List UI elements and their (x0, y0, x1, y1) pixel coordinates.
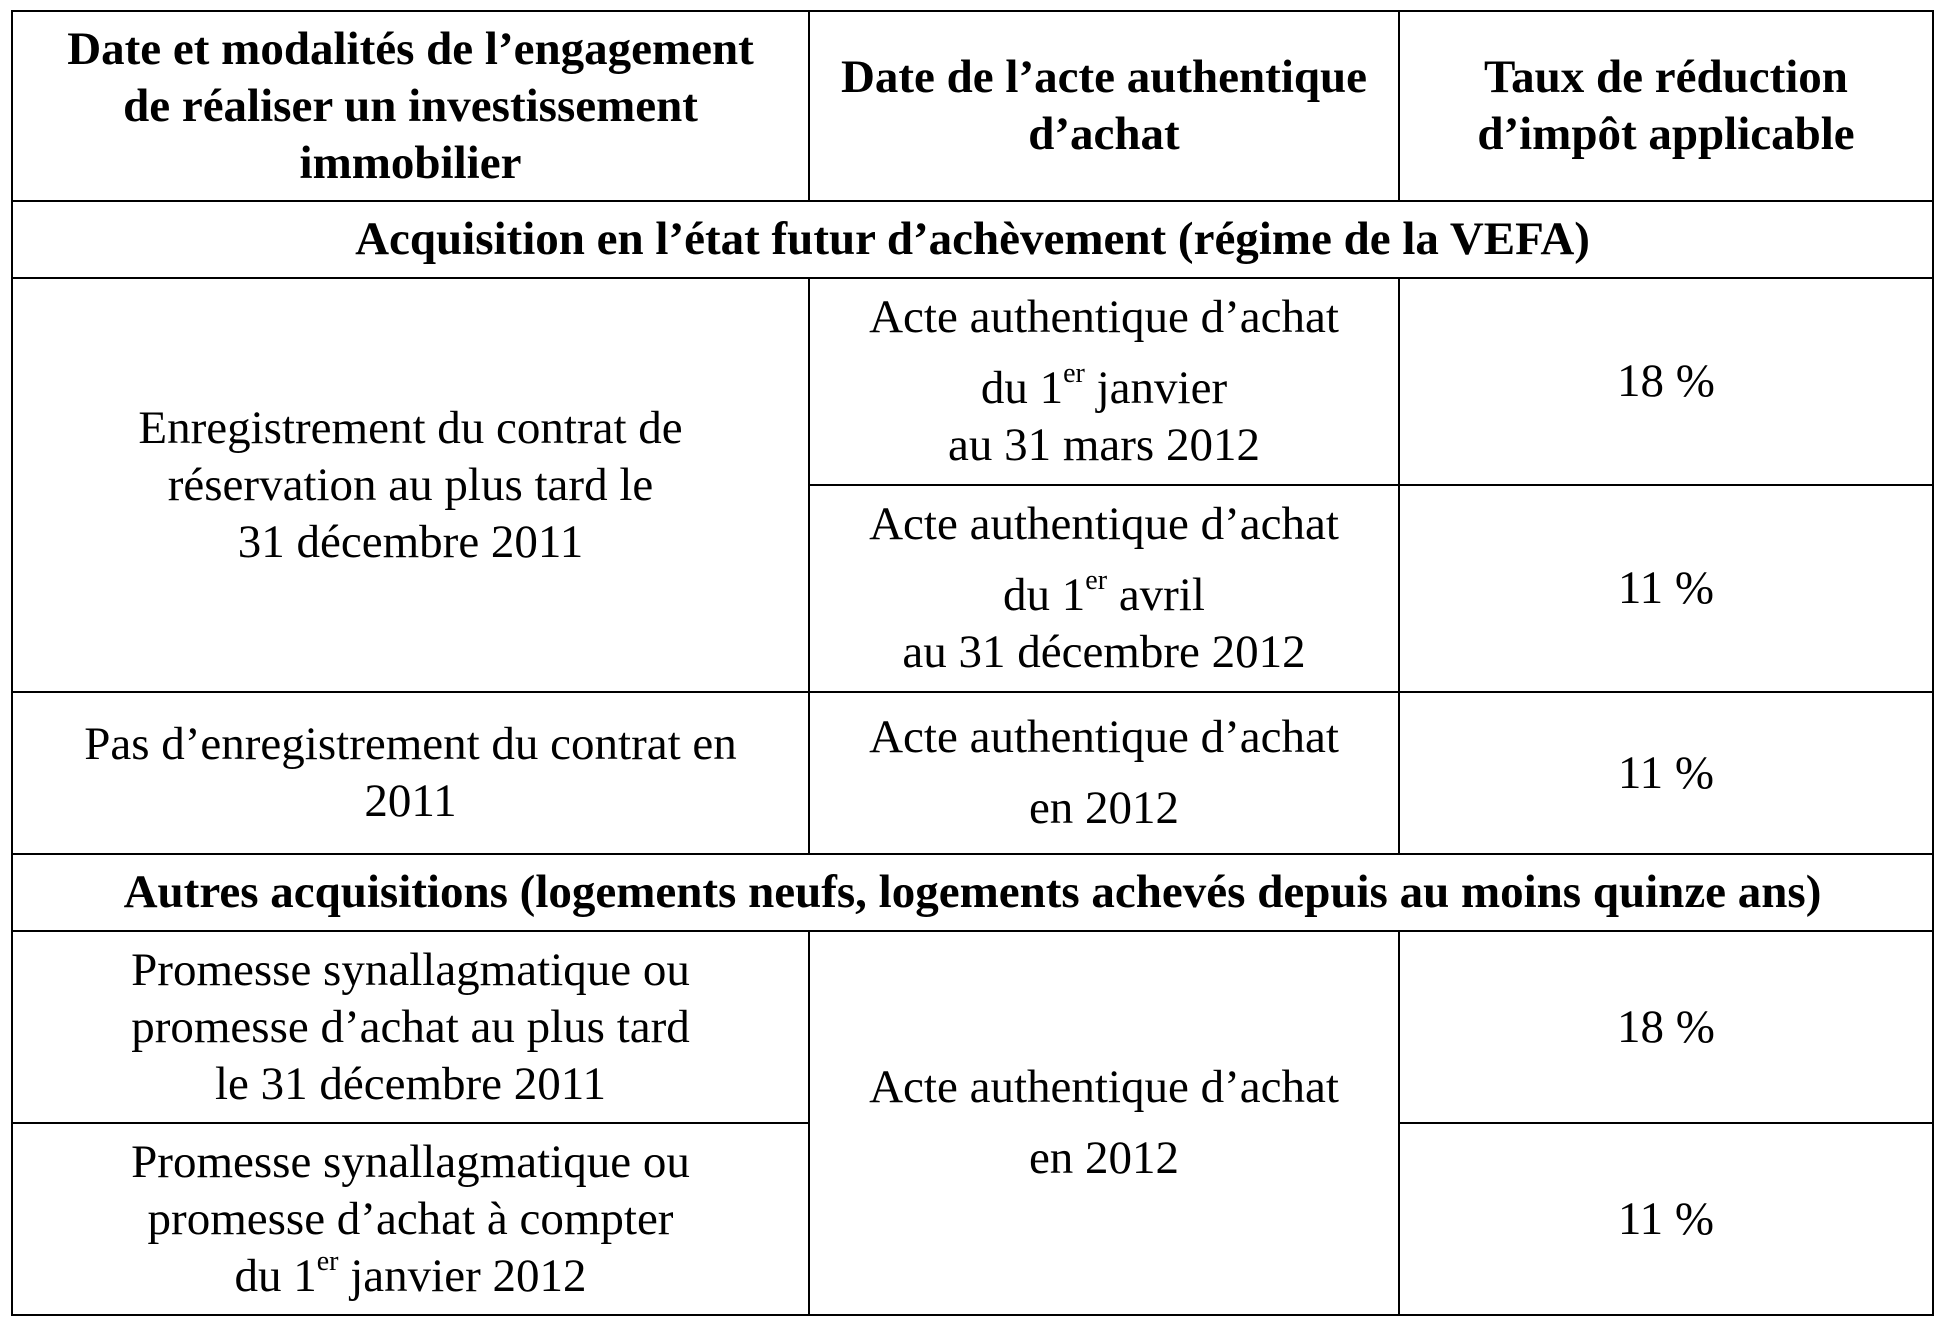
table-row (12, 692, 1933, 854)
section-vefa-row (12, 201, 1933, 278)
section-autres-row (12, 854, 1933, 931)
rate-cell: 11 % (1399, 485, 1933, 692)
engagement-cell: Promesse synallagmatique ou promesse d’achat à compter du 1er janvier 2012 (12, 1123, 809, 1315)
acte-cell: Acte authentique d’achat du 1er avril au 31 décembre 2012 (809, 485, 1399, 692)
header-taux: Taux de réduction d’impôt applicable (1399, 11, 1933, 201)
rate-cell: 18 % (1399, 278, 1933, 485)
rate-cell: 11 % (1399, 1123, 1933, 1315)
engagement-cell: Promesse synallagmatique ou promesse d’achat au plus tard le 31 décembre 2011 (12, 931, 809, 1123)
tax-reduction-table (11, 10, 1934, 1316)
rate-cell: 11 % (1399, 692, 1933, 854)
rate-cell: 18 % (1399, 931, 1933, 1123)
engagement-cell: Pas d’enregistrement du contrat en 2011 (12, 692, 809, 854)
header-row (12, 11, 1933, 201)
engagement-cell: Enregistrement du contrat de réservation au plus tard le 31 décembre 2011 (12, 278, 809, 692)
table-row (12, 278, 1933, 485)
section-vefa-title: Acquisition en l’état futur d’achèvement (régime de la VEFA) (12, 201, 1933, 278)
table-row (12, 931, 1933, 1123)
header-acte-date: Date de l’acte authentique d’achat (809, 11, 1399, 201)
section-autres-title: Autres acquisitions (logements neufs, logements achevés depuis au moins quinze ans) (12, 854, 1933, 931)
header-engagement: Date et modalités de l’engagement de réaliser un investissement immobilier (12, 11, 809, 201)
acte-cell: Acte authentique d’achat en 2012 (809, 692, 1399, 854)
acte-cell: Acte authentique d’achat du 1er janvier au 31 mars 2012 (809, 278, 1399, 485)
acte-cell: Acte authentique d’achat en 2012 (809, 931, 1399, 1315)
